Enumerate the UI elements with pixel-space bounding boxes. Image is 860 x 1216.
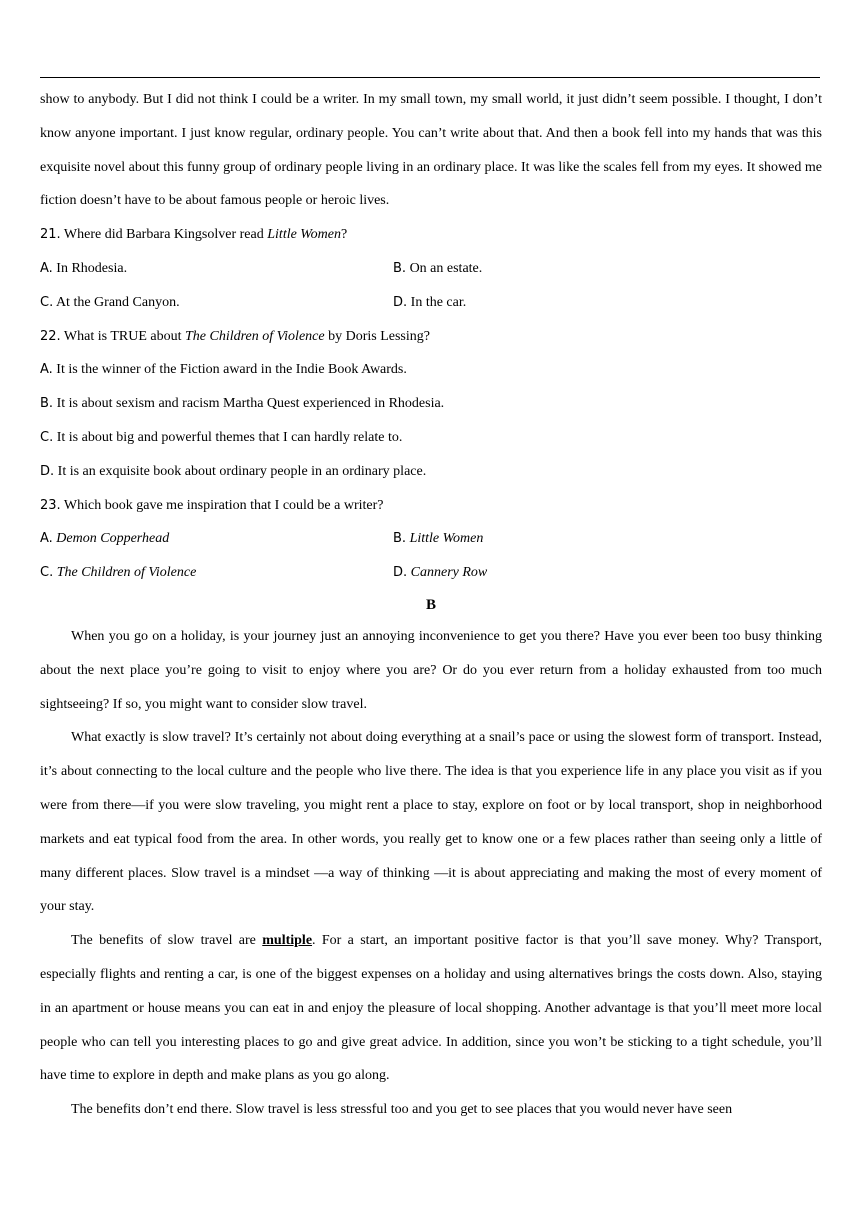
options-row — [40, 252, 822, 286]
question-22-stem — [40, 320, 822, 354]
question-text: What is TRUE about — [60, 328, 185, 344]
option-label: C. — [40, 565, 54, 581]
question-21-stem — [40, 218, 822, 252]
options-row — [40, 556, 822, 590]
option-label: C. — [40, 294, 54, 310]
paragraph-text: The benefits of slow travel are — [71, 933, 263, 949]
question-number: 23. — [40, 497, 61, 513]
option-b[interactable] — [393, 252, 746, 286]
option-a[interactable] — [40, 353, 822, 387]
option-d[interactable] — [393, 286, 746, 320]
option-label: A. — [40, 362, 53, 378]
option-a[interactable] — [40, 252, 393, 286]
question-text-end: by Doris Lessing? — [324, 328, 430, 344]
question-23-stem — [40, 489, 822, 523]
section-heading: B — [425, 596, 436, 613]
option-text: On an estate. — [406, 260, 483, 276]
option-c[interactable] — [40, 286, 393, 320]
passage-a-paragraph: show to anybody. But I did not think I could be a writer. In my small town, my small world, it just didn’t seem possible. I thought, I don’t know anyone important. I just know regular, ordinary people. You can’t write about that. And then a book fell into my hands that was this exquisite novel about this funny group of ordinary people living in an ordinary place. It was like the scales fell from my eyes. It showed me fiction doesn’t have to be about famous people or heroic lives. — [40, 92, 822, 209]
option-b[interactable] — [40, 387, 822, 421]
question-text: Which book gave me inspiration that I could be a writer? — [60, 497, 384, 513]
option-label: A. — [40, 260, 53, 276]
question-21 — [40, 218, 822, 319]
passage-b-paragraph-4: The benefits don’t end there. Slow travel is less stressful too and you get to see places that you would never have seen — [71, 1102, 733, 1118]
passage-b-paragraph-3 — [40, 924, 822, 1093]
option-text: In the car. — [407, 294, 467, 310]
question-text-end: ? — [341, 227, 348, 243]
option-text: Demon Copperhead — [56, 531, 170, 547]
underlined-keyword: multiple — [262, 933, 313, 949]
option-text: It is the winner of the Fiction award in the Indie Book Awards. — [52, 362, 407, 378]
option-text: At the Grand Canyon. — [53, 294, 180, 310]
option-text: It is an exquisite book about ordinary people in an ordinary place. — [54, 463, 427, 479]
option-label: B. — [393, 531, 407, 547]
paragraph-text-end: . For a start, an important positive factor is that you’ll save money. Why? Transport, especially flights and renting a car, is one of the biggest expenses on a holiday and using alternatives brings the costs down. Also, staying in an apartment or house means you can eat in and enjoy the pleasure of local shopping. Another advantage is that you’ll meet more local people who can tell you interesting places to go and give great advice. In addition, since you won’t be sticking to a tight schedule, you’ll have time to explore in depth and make plans as you go along. — [40, 933, 822, 1084]
question-22 — [40, 320, 822, 489]
option-c[interactable] — [40, 421, 822, 455]
option-label: D. — [393, 294, 408, 310]
option-c[interactable] — [40, 556, 393, 590]
book-title: Little Women — [267, 227, 342, 243]
option-text: It is about big and powerful themes that I can hardly relate to. — [53, 429, 403, 445]
option-a[interactable] — [40, 522, 393, 556]
option-label: D. — [40, 463, 55, 479]
option-text: The Children of Violence — [56, 565, 197, 581]
option-d[interactable] — [40, 455, 822, 489]
book-title: The Children of Violence — [185, 328, 325, 344]
question-number: 22. — [40, 328, 61, 344]
options-row — [40, 522, 822, 556]
option-text: Cannery Row — [410, 565, 488, 581]
passage-b-paragraph-1: When you go on a holiday, is your journey just an annoying inconvenience to get you there? Have you ever been too busy thinking about the next place you’re going to visit to enjoy where you are? Or do you ever return from a holiday exhausted from too much sightseeing? If so, you might want to consider slow travel. — [40, 628, 822, 712]
question-number: 21. — [40, 227, 61, 243]
option-label: B. — [393, 260, 407, 276]
option-label: B. — [40, 396, 54, 412]
option-label: A. — [40, 531, 53, 547]
option-label: C. — [40, 429, 54, 445]
page-content — [40, 83, 822, 1127]
header-rule — [40, 77, 820, 78]
question-text: Where did Barbara Kingsolver read — [60, 227, 268, 243]
option-d[interactable] — [393, 556, 746, 590]
passage-b-paragraph-2: What exactly is slow travel? It’s certainly not about doing everything at a snail’s pace or using the slowest form of transport. Instead, it’s about connecting to the local culture and the people who live there. The idea is that you experience life in any place you visit as if you were from there—if you were slow traveling, you might rent a place to stay, explore on foot or by local transport, shop in neighborhood markets and eat typical food from the area. In other words, you really get to know one or a few places rather than seeing only a little of many different places. Slow travel is a mindset —a way of thinking —it is about appreciating and making the most of every moment of your stay. — [40, 730, 822, 915]
options-row — [40, 286, 822, 320]
option-b[interactable] — [393, 522, 746, 556]
option-text: Little Women — [409, 531, 484, 547]
option-text: It is about sexism and racism Martha Quest experienced in Rhodesia. — [53, 396, 445, 412]
question-23 — [40, 489, 822, 590]
option-text: In Rhodesia. — [52, 260, 128, 276]
option-label: D. — [393, 565, 408, 581]
